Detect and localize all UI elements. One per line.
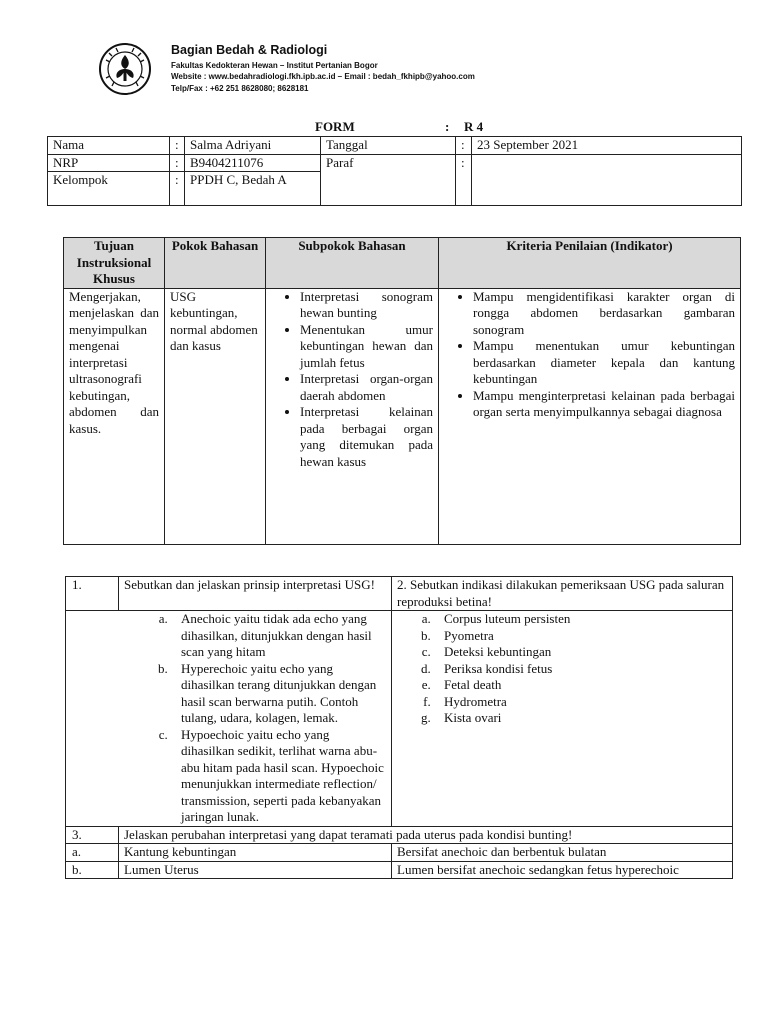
paraf-label: Paraf <box>321 154 456 206</box>
header-pokok: Pokok Bahasan <box>165 238 266 289</box>
kriteria-list <box>439 289 735 421</box>
list-item: • Mampu menginterpretasi kelainan pada berbagai organ serta menyimpulkannya sebagai diagnosa <box>473 388 735 421</box>
ipb-logo <box>98 42 152 96</box>
q2-answers <box>392 611 733 827</box>
website-line: Website : www.bedahradiologi.fkh.ipb.ac.id – Email : bedah_fkhipb@yahoo.com <box>171 72 475 81</box>
row-desc: Bersifat anechoic dan berbentuk bulatan <box>392 844 733 862</box>
list-item: • Interpretasi organ-organ daerah abdomen <box>300 371 433 404</box>
subpokok-cell <box>266 288 439 544</box>
kriteria-cell <box>439 288 741 544</box>
question-row <box>66 826 733 844</box>
pokok-cell: USG kebuntingan, normal abdomen dan kasus <box>165 288 266 544</box>
list-item: a. Anechoic yaitu tidak ada echo yang dihasilkan, ditunjukkan dengan hasil scan yang hitam <box>171 611 386 661</box>
colon: : <box>170 154 185 172</box>
list-item: d. Periksa kondisi fetus <box>434 661 727 678</box>
table-row <box>66 861 733 879</box>
q3-text: Jelaskan perubahan interpretasi yang dapat teramati pada uterus pada kondisi bunting! <box>119 826 733 844</box>
identity-table <box>47 136 742 206</box>
list-item: c. Deteksi kebuntingan <box>434 644 727 661</box>
identity-row <box>48 154 742 172</box>
identity-row <box>48 137 742 155</box>
objectives-header-row <box>64 238 741 289</box>
list-item: b. Hyperechoic yaitu echo yang dihasilkan terang ditunjukkan dengan hasil scan berwarna putih. Contoh tulang, udara, kolagen, lemak. <box>171 661 386 727</box>
table-row <box>66 844 733 862</box>
group-value: PPDH C, Bedah A <box>185 172 321 206</box>
header-subpokok: Subpokok Bahasan <box>266 238 439 289</box>
name-label: Nama <box>48 137 170 155</box>
q1-answer-list <box>116 611 386 826</box>
objectives-table <box>63 237 741 545</box>
faculty-line: Fakultas Kedokteran Hewan – Institut Pertanian Bogor <box>171 61 378 70</box>
questions-table <box>65 576 733 879</box>
list-item: f. Hydrometra <box>434 694 727 711</box>
header-kriteria: Kriteria Penilaian (Indikator) <box>439 238 741 289</box>
row-item: Kantung kebuntingan <box>119 844 392 862</box>
list-item: • Interpretasi kelainan pada berbagai organ yang ditemukan pada hewan kasus <box>300 404 433 470</box>
date-label: Tanggal <box>321 137 456 155</box>
form-code: R 4 <box>464 119 484 134</box>
q2-text: 2. Sebutkan indikasi dilakukan pemeriksaan USG pada saluran reproduksi betina! <box>392 577 733 611</box>
telfax-line: Telp/Fax : +62 251 8628080; 8628181 <box>171 84 309 93</box>
list-item: a. Corpus luteum persisten <box>434 611 727 628</box>
answer-row <box>66 611 733 827</box>
colon: : <box>456 137 472 155</box>
row-desc: Lumen bersifat anechoic sedangkan fetus hyperechoic <box>392 861 733 879</box>
paraf-value <box>472 154 742 206</box>
group-label: Kelompok <box>48 172 170 206</box>
subpokok-list <box>266 289 433 471</box>
list-item: • Interpretasi sonogram hewan bunting <box>300 289 433 322</box>
list-item: g. Kista ovari <box>434 710 727 727</box>
form-colon: : <box>445 119 450 134</box>
objectives-row <box>64 288 741 544</box>
q2-answer-list <box>397 611 727 727</box>
tujuan-cell: Mengerjakan, menjelaskan dan menyimpulkan mengenai interpretasi ultrasonografi kebutingan, abdomen dan kasus. <box>64 288 165 544</box>
row-item: Lumen Uterus <box>119 861 392 879</box>
nrp-value: B9404211076 <box>185 154 321 172</box>
institution-name: Bagian Bedah & Radiologi <box>171 43 328 57</box>
q1-answers <box>66 611 392 827</box>
question-row <box>66 577 733 611</box>
colon: : <box>170 137 185 155</box>
list-item: b. Pyometra <box>434 628 727 645</box>
q1-text: Sebutkan dan jelaskan prinsip interpretasi USG! <box>119 577 392 611</box>
date-value: 23 September 2021 <box>472 137 742 155</box>
form-label: FORM <box>315 119 355 134</box>
row-letter: b. <box>66 861 119 879</box>
name-value: Salma Adriyani <box>185 137 321 155</box>
colon: : <box>170 172 185 206</box>
list-item: e. Fetal death <box>434 677 727 694</box>
list-item: c. Hypoechoic yaitu echo yang dihasilkan sedikit, terlihat warna abu-abu hitam pada hasil scan. Hypoechoic menunjukkan intermediate reflection/ transmission, seperti pada kebanyakan jaringan lunak. <box>171 727 386 826</box>
list-item: • Mampu mengidentifikasi karakter organ di rongga abdomen berdasarkan gambaran sonogram <box>473 289 735 339</box>
list-item: • Mampu menentukan umur kebuntingan berdasarkan diameter kepala dan kantung kebuntingan <box>473 338 735 388</box>
row-letter: a. <box>66 844 119 862</box>
q3-number: 3. <box>66 826 119 844</box>
colon: : <box>456 154 472 206</box>
header-tujuan: Tujuan Instruksional Khusus <box>64 238 165 289</box>
nrp-label: NRP <box>48 154 170 172</box>
list-item: • Menentukan umur kebuntingan hewan dan jumlah fetus <box>300 322 433 372</box>
q1-number: 1. <box>66 577 119 611</box>
